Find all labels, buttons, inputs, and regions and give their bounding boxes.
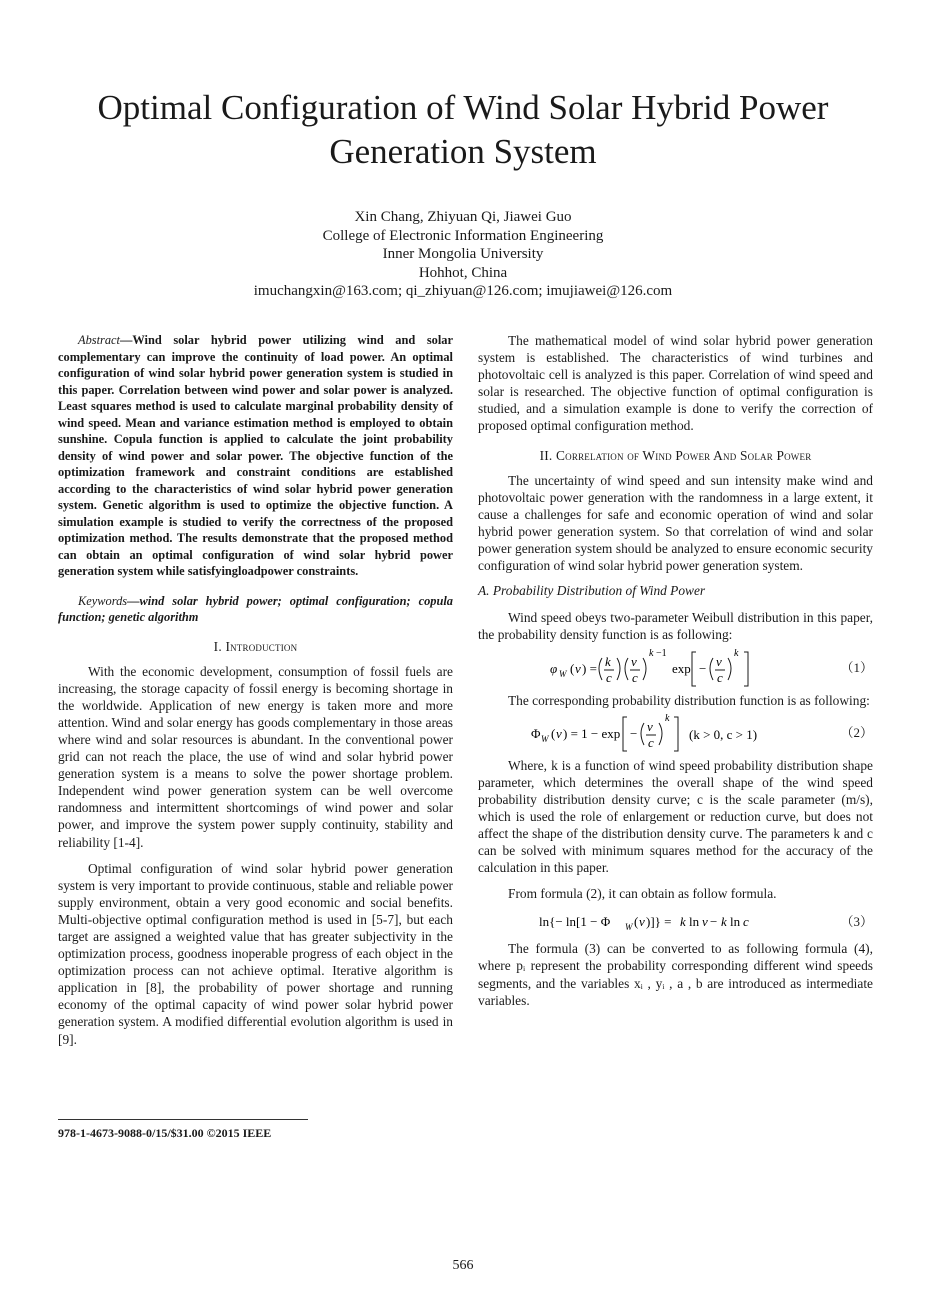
svg-text:−: − [629, 725, 637, 741]
abstract-label: Abstract [78, 333, 120, 347]
equation-2-formula [478, 711, 825, 755]
svg-text:−: − [709, 914, 717, 930]
svg-text:k: k [679, 914, 686, 930]
equation-3-formula [478, 906, 825, 936]
keywords [58, 593, 453, 626]
svg-text:v: v [630, 653, 637, 669]
svg-text:W: W [624, 922, 632, 933]
svg-text:v: v [701, 914, 708, 930]
keywords-text: —wind solar hybrid power; optimal configuration; copula function; genetic algorithm [58, 593, 453, 624]
svg-text:c: c [716, 669, 723, 685]
paper-title: Optimal Configuration of Wind Solar Hybrid Power Generation System [97, 88, 829, 171]
section-title: Introduction [225, 638, 298, 654]
svg-text:k: k [720, 914, 727, 930]
svg-text:v: v [715, 653, 722, 669]
abstract-text: —Wind solar hybrid power utilizing wind and solar complementary can improve the continuity of load power. An optimal configuration of wind solar hybrid power generation system is studied in this paper. Correlation between wind power and solar power is analyzed. Least squares method is used to calculate marginal probability density of wind speed. Mean and variance estimation method is employed to obtain sunshine. Copula function is applied to calculate the joint probability density of wind power and solar power. The objective function of the optimization framework and constraint conditions are established according to the characteristics of wind solar hybrid power generation system. Genetic algorithm is used to optimize the objective function. A simulation example is studied to verify the correctness of the proposed optimization method. The results demonstrate that the proposed method can obtain an optimal configuration of wind solar hybrid power generation system while satisfyingloadpower constraints. [58, 333, 453, 578]
equation-2-number: （2） [840, 725, 873, 741]
equation-1 [478, 646, 873, 690]
svg-text:v: v [555, 725, 562, 741]
svg-text:c: c [605, 669, 612, 685]
svg-text:k: k [664, 712, 669, 724]
svg-text:k: k [648, 647, 653, 659]
svg-text:(: ( [550, 725, 555, 741]
section-heading-correlation [478, 447, 873, 464]
svg-text:ln{− ln[1 − Φ: ln{− ln[1 − Φ [538, 914, 610, 930]
intro-paragraph-1: With the economic development, consumption of fossil fuels are increasing, the storage capacity of fossil energy is becoming shortage in the worldwide. Application of new energy is taken more and more attention. Wind and solar energy has goods complementary in those areas where wind and solar resources is abundant. In the conventional power grid can not reach the place, the use of wind and solar hybrid power generation system is a means to solve the power shortage problem. Independent wind power generation system can be well overcome randomness and intermittent shortcomings of wind power and solar power, and improve the system power supply continuity, stability and reliability [1-4]. [58, 663, 453, 850]
author-emails: imuchangxin@163.com; qi_zhiyuan@126.com; imujiawei@126.com [253, 283, 673, 299]
equation-1-number: （1） [840, 659, 873, 675]
svg-text:ln: ln [688, 914, 699, 930]
equation-1-formula [478, 646, 825, 690]
author-block [100, 208, 826, 301]
intro-paragraph-2: Optimal configuration of wind solar hybrid power generation system is very important to provide continuous, stable and reliable power supply environment, obtain a very good economic and social benefits. Multi-objective optimal configuration method is used in [5-7], but each target are assigned a weighted value that has greater subjectivity in the optimization process, goodness inoperable progress of each object in the optimization process can not achieve optimal. Iterative algorithm is application in [8], the probability of power shortage and running economy of the optimal capacity of wind power solar hybrid power generation system. A modified differential evolution algorithm is used in [9]. [58, 860, 453, 1047]
correlation-paragraph-1: The uncertainty of wind speed and sun intensity make wind and photovoltaic power generation with the randomness in a large extent, it cause a challenges for safe and economic operation of wind and solar hybrid power generation system. So that correlation of wind and solar power generation system should be analyzed to ensure economic security configuration of wind solar hybrid power generation system. [478, 472, 873, 574]
svg-text:c: c [647, 734, 654, 750]
intro-paragraph-3: The mathematical model of wind solar hybrid power generation system is established. The characteristics of wind turbines and photovoltaic cell is analyzed is this paper. Correlation of wind speed and solar is researched. The objective function of optimal configuration is studied, and a simulation example is done to verify the correction of proposed optimal configuration method. [478, 333, 873, 434]
section-heading-introduction [58, 638, 453, 655]
svg-text:) = 1 − exp: ) = 1 − exp [562, 725, 620, 741]
svg-text:v: v [574, 660, 581, 676]
svg-text:v: v [646, 718, 653, 734]
svg-text:v: v [638, 914, 645, 930]
equation-2 [478, 711, 873, 755]
svg-text:k: k [733, 647, 738, 659]
svg-text:c: c [631, 669, 638, 685]
abstract [58, 332, 453, 580]
author-names: Xin Chang, Zhiyuan Qi, Jiawei Guo [354, 209, 572, 225]
author-university: Inner Mongolia University [382, 246, 544, 262]
page-number: 566 [452, 1258, 474, 1273]
svg-text:c: c [742, 914, 749, 930]
formula-conversion-paragraph: The formula (3) can be converted to as following formula (4), where pᵢ represent the probability corresponding different wind speeds segments, and the variables xᵢ , yᵢ , a , b are introduced as intermediate variables. [478, 941, 873, 1008]
subsection-heading-wind-distribution: A. Probability Distribution of Wind Power [478, 583, 706, 599]
svg-text:W: W [558, 668, 566, 679]
left-column [58, 332, 453, 1048]
svg-text:)]} =: )]} = [645, 914, 671, 930]
equation-3 [478, 904, 873, 938]
svg-text:k: k [604, 653, 611, 669]
equation-2-condition: (k > 0, c > 1) [688, 726, 757, 742]
svg-text:) =: ) = [581, 660, 597, 676]
svg-text:−1: −1 [655, 647, 667, 659]
svg-text:W: W [540, 733, 548, 744]
right-column [478, 332, 873, 1009]
footnote-rule [58, 1119, 308, 1120]
section-numeral: I. [213, 638, 222, 654]
formula-intro-paragraph: From formula (2), it can obtain as follow formula. [508, 886, 777, 902]
svg-text:(: ( [569, 660, 574, 676]
svg-text:φ: φ [549, 660, 557, 676]
equation-3-number: （3） [840, 913, 873, 929]
svg-text:exp: exp [671, 660, 691, 676]
section-numeral: II. [539, 447, 553, 463]
section-title: Correlation of Wind Power And Solar Power [556, 447, 812, 463]
keywords-label: Keywords [78, 593, 128, 608]
svg-text:−: − [698, 660, 706, 676]
author-department: College of Electronic Information Engineering [322, 227, 604, 244]
parameters-paragraph: Where, k is a function of wind speed probability distribution shape parameter, which determines the overall shape of the wind speed probability distribution density curve; c is the scale parameter (m/s), which is used the role of enlargement or reduction curve, but does not affect the shape of the distribution density curve. The parameters k and c can be solved with minimum squares method for the accuracy of the calculation in this paper. [478, 757, 873, 876]
copyright-notice: 978-1-4673-9088-0/15/$31.00 ©2015 IEEE [58, 1126, 272, 1140]
svg-text:Φ: Φ [530, 725, 541, 741]
distribution-paragraph: The corresponding probability distribution function is as following: [508, 692, 870, 708]
weibull-paragraph: Wind speed obeys two-parameter Weibull distribution in this paper, the probability density function is as following: [478, 610, 873, 643]
svg-text:(: ( [633, 914, 638, 930]
svg-text:ln: ln [729, 914, 740, 930]
author-location: Hohhot, China [418, 264, 508, 281]
